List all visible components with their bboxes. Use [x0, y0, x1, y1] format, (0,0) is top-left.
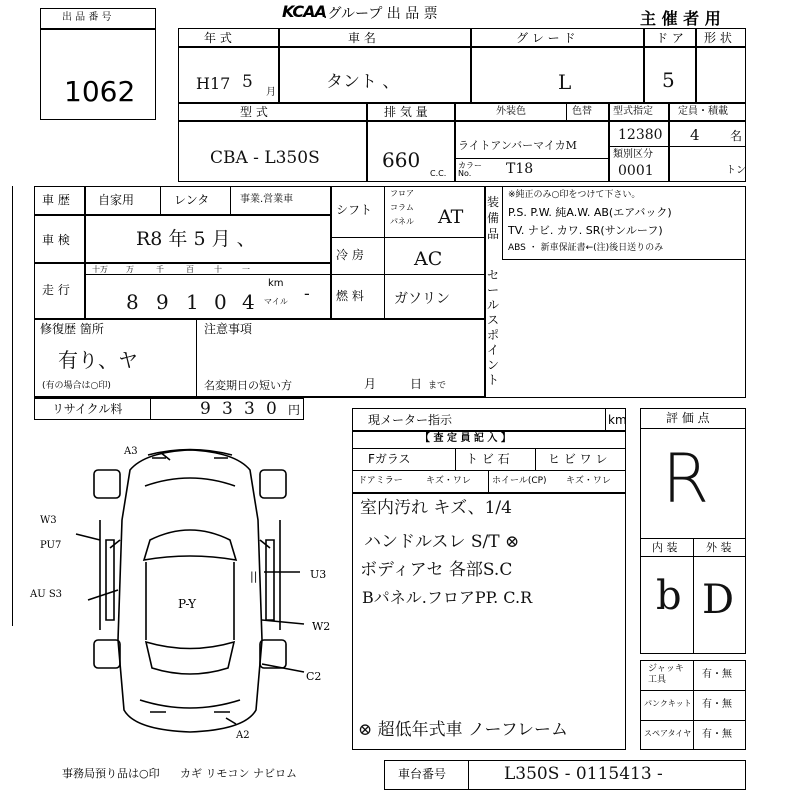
spare-label: スペアタイヤ	[644, 729, 692, 738]
month-value: 5	[242, 72, 253, 92]
car-name-label: 車 名	[348, 31, 376, 45]
year-label: 年 式	[204, 31, 232, 45]
chassis-value: L350S - 0115413 -	[504, 764, 663, 784]
puncture-label: パンクキット	[644, 699, 692, 708]
designation-value: 12380	[618, 127, 663, 143]
shape-label: 形 状	[704, 31, 732, 45]
equipment-note: ※純正のみ○印をつけて下さい。	[508, 190, 641, 200]
recycle-digit: 9	[200, 399, 211, 419]
digit-100: 百	[186, 265, 194, 274]
deadline-month: 月	[364, 377, 377, 391]
recycle-unit: 円	[288, 403, 301, 417]
diagram-mark: W2	[312, 620, 331, 633]
sales-point-label: セールスポイント	[487, 268, 500, 387]
equipment-side-label: 装備品	[487, 195, 500, 241]
digit-10: 十	[214, 265, 222, 274]
doors-label: ド ア	[656, 31, 684, 45]
recycle-digit: 3	[222, 399, 233, 419]
digit-1k: 千	[156, 265, 164, 274]
exterior-value: D	[702, 577, 735, 623]
category-label: 類別区分	[613, 149, 653, 160]
color-change-label: 色替	[572, 106, 592, 117]
digit-1: 一	[242, 265, 250, 274]
color-no-label: カラー No.	[458, 161, 482, 178]
car-name-value: タント 、	[326, 72, 400, 92]
model-value: CBA - L350S	[210, 148, 320, 168]
jack-label: ジャッキ工具	[648, 664, 684, 685]
shift-label: シフト	[336, 203, 373, 217]
inspector-note: Bパネル.フロアPP. C.R	[362, 588, 533, 607]
office-note: 事務局預り品は○印	[62, 767, 160, 780]
mile-mark: -	[304, 284, 310, 304]
cc-label: C.C.	[430, 169, 447, 178]
diagram-mark: ||	[250, 570, 258, 583]
category-value: 0001	[618, 163, 654, 179]
mirror-label: ドアミラー	[358, 476, 403, 486]
fuel-value: ガソリン	[394, 291, 450, 307]
capacity-label: 定員・積載	[678, 106, 728, 117]
capacity-value: 4	[690, 126, 700, 144]
wheel-opts: キズ・ワレ	[566, 476, 611, 486]
deadline-label: 名変期日の短い方	[204, 379, 292, 392]
shift-column: コラム	[390, 203, 414, 212]
mirror-opts: キズ・ワレ	[426, 476, 471, 486]
diagram-mark: AU S3	[30, 589, 63, 600]
grade-label: グ レ ー ド	[516, 31, 576, 45]
deadline-day: 日	[410, 377, 423, 391]
chip-label: ト ビ 石	[466, 452, 510, 466]
spare-opts: 有・無	[702, 729, 732, 740]
equipment-line1: P.S. P.W. 純A.W. AB(エアバック)	[508, 206, 672, 219]
inspection-label: 車 検	[42, 233, 70, 247]
meter-label: 現メーター指示	[368, 413, 453, 427]
mileage-label: 走 行	[42, 283, 70, 297]
equipment-line3: ABS ・ 新車保証書←(注)後日送りのみ	[508, 243, 664, 253]
model-designation-label: 型式指定	[613, 106, 653, 117]
mile-label: マイル	[264, 297, 288, 306]
glass-label: Fガラス	[368, 452, 411, 466]
color-value: ライトアンバーマイカM	[458, 139, 577, 152]
mileage-digit: 9	[156, 290, 169, 314]
shift-panel: パネル	[390, 217, 414, 226]
chassis-label: 車台番号	[398, 767, 447, 781]
load-unit: トン	[726, 165, 746, 176]
km-label: km	[268, 278, 284, 289]
model-label: 型 式	[240, 105, 268, 119]
displacement-value: 660	[382, 148, 421, 172]
diagram-mark: A2	[236, 730, 250, 741]
history-private: 自家用	[98, 193, 135, 207]
repair-note: (有の場合は○印)	[42, 381, 111, 391]
ac-value: AC	[414, 248, 443, 270]
fuel-label: 燃 料	[336, 289, 364, 303]
organizer-label: 主 催 者 用	[640, 9, 721, 28]
history-rental: レンタ	[174, 193, 210, 207]
doors-value: 5	[662, 68, 675, 92]
displacement-label: 排 気 量	[384, 105, 428, 119]
recycle-label: リサイクル料	[52, 402, 123, 416]
deadline-until: まで	[428, 381, 447, 391]
office-items: カギ リモコン ナビロム	[180, 767, 297, 780]
inspector-note: 室内汚れ キズ、1/4	[360, 498, 512, 518]
mileage-digit: 0	[214, 290, 227, 314]
score-value: R	[662, 440, 710, 519]
meter-unit: km	[608, 413, 627, 427]
diagram-mark: P-Y	[178, 597, 197, 611]
exterior-color-label: 外装色	[496, 106, 526, 117]
inspector-bottom-note: ⊗ 超低年式車 ノーフレーム	[358, 720, 569, 740]
jack-opts: 有・無	[702, 669, 732, 680]
grade-value: L	[558, 70, 572, 94]
crack-label: ヒ ビ ワ レ	[548, 452, 608, 466]
diagram-mark: U3	[310, 568, 327, 581]
capacity-unit: 名	[730, 129, 743, 143]
sheet-title: .グループ 出 品 票	[323, 6, 438, 22]
recycle-digit: 0	[266, 399, 277, 419]
shift-floor: フロア	[390, 189, 414, 198]
diagram-mark: C2	[306, 670, 322, 683]
shift-value: AT	[438, 206, 464, 228]
history-commercial: 事業.営業車	[240, 194, 294, 205]
digit-100k: 十万	[92, 265, 108, 274]
inspector-note: ボディアセ 各部S.C	[360, 560, 513, 580]
color-no-value: T18	[506, 161, 534, 177]
interior-label: 内 装	[652, 541, 678, 554]
diagram-mark: PU7	[40, 540, 62, 551]
recycle-digit: 3	[244, 399, 255, 419]
interior-value: b	[656, 573, 682, 619]
lot-number-label: 出 品 番 号	[62, 12, 112, 23]
lot-number: 1062	[64, 75, 136, 108]
ac-label: 冷 房	[336, 248, 364, 262]
puncture-opts: 有・無	[702, 699, 732, 710]
exterior-label: 外 装	[706, 541, 732, 554]
month-unit: 月	[266, 87, 276, 98]
score-label: 評 価 点	[666, 411, 710, 425]
diagram-mark: W3	[40, 515, 57, 526]
equipment-line2: TV. ナビ. カワ. SR(サンルーフ)	[508, 224, 663, 237]
caution-label: 注意事項	[204, 322, 253, 336]
digit-10k: 万	[126, 265, 134, 274]
inspector-title: 【 査 定 員 記 入 】	[420, 433, 511, 444]
wheel-label: ホイール(CP)	[492, 476, 547, 486]
repair-label: 修復歴 箇所	[40, 322, 104, 336]
repair-value: 有り、ヤ	[58, 348, 138, 372]
mileage-digit: 1	[186, 290, 199, 314]
brand-logo: KCAA	[282, 2, 326, 21]
diagram-mark: A3	[124, 446, 138, 457]
inspector-note: ハンドルスレ S/T ⊗	[364, 532, 520, 552]
mileage-digit: 4	[242, 290, 255, 314]
year-value: H17	[196, 74, 231, 93]
history-label: 車 歴	[42, 193, 70, 207]
mileage-digit: 8	[126, 290, 139, 314]
inspection-value: R8 年 5 月 、	[136, 228, 256, 250]
